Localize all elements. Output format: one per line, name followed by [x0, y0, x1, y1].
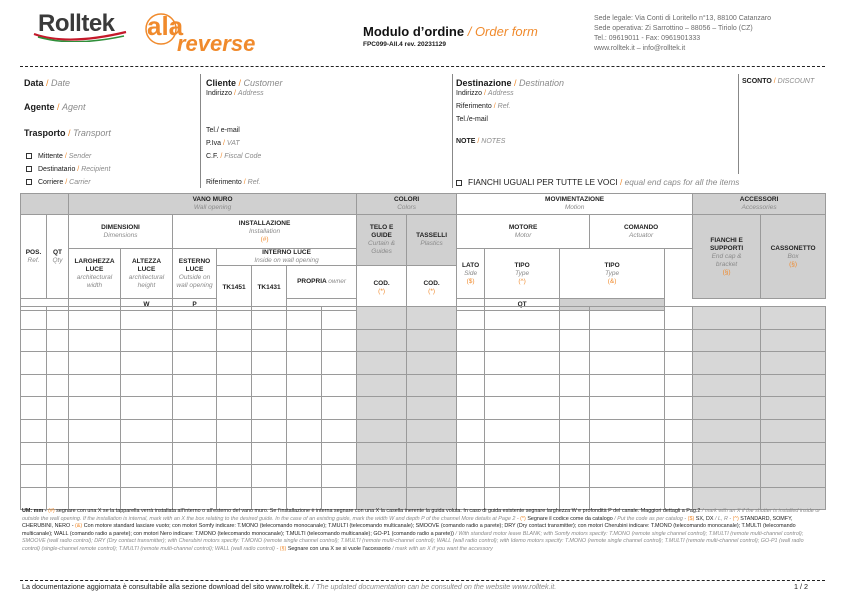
table-cell[interactable] — [69, 465, 121, 488]
table-cell[interactable] — [665, 397, 693, 420]
order-rows — [20, 306, 826, 510]
table-cell[interactable] — [665, 487, 693, 510]
table-cell[interactable] — [121, 374, 173, 397]
table-cell[interactable] — [560, 465, 590, 488]
th-owner: PROPRIA owner — [287, 266, 357, 299]
table-cell[interactable] — [761, 419, 826, 442]
table-cell[interactable] — [407, 352, 457, 375]
table-cell[interactable] — [665, 465, 693, 488]
table-cell[interactable] — [693, 374, 761, 397]
table-cell[interactable] — [590, 465, 665, 488]
table-cell[interactable] — [560, 397, 590, 420]
table-cell[interactable] — [407, 442, 457, 465]
table-cell[interactable] — [252, 419, 287, 442]
table-cell[interactable] — [407, 397, 457, 420]
table-cell[interactable] — [217, 397, 252, 420]
title-en: Order form — [474, 24, 538, 39]
th-outside: ESTERNO LUCE Outside on wall opening — [173, 249, 217, 299]
field-customer-address[interactable]: Indirizzo / Address — [206, 90, 264, 97]
th-code-plastics: COD. (*) — [407, 266, 457, 311]
field-vat[interactable]: P.Iva / VAT — [206, 140, 240, 147]
table-cell[interactable] — [173, 374, 217, 397]
table-cell[interactable] — [21, 307, 47, 330]
table-cell[interactable] — [761, 487, 826, 510]
table-cell[interactable] — [590, 397, 665, 420]
table-cell[interactable] — [47, 397, 69, 420]
table-cell[interactable] — [590, 442, 665, 465]
table-cell[interactable] — [121, 419, 173, 442]
brand-name: Rolltek — [38, 10, 115, 37]
company-line-1: Sede legale: Via Conti di Loritello n°13, 88100 Catanzaro — [594, 15, 772, 22]
table-cell[interactable] — [252, 465, 287, 488]
company-line-2: Sede operativa: Zi Sarrottino – 88056 – Tiriolo (CZ) — [594, 25, 753, 32]
table-row — [21, 465, 826, 488]
table-cell[interactable] — [590, 329, 665, 352]
table-cell[interactable] — [47, 352, 69, 375]
table-cell[interactable] — [761, 329, 826, 352]
table-cell[interactable] — [121, 397, 173, 420]
table-cell[interactable] — [457, 352, 485, 375]
table-cell[interactable] — [665, 352, 693, 375]
table-cell[interactable] — [69, 374, 121, 397]
rolltek-logo — [28, 12, 144, 42]
table-cell[interactable] — [217, 487, 252, 510]
table-cell[interactable] — [665, 307, 693, 330]
table-cell[interactable] — [665, 329, 693, 352]
field-fiscal-code[interactable]: C.F. / Fiscal Code — [206, 153, 262, 160]
footer-divider — [20, 580, 825, 581]
th-inside: INTERNO LUCE Inside on wall opening — [217, 249, 357, 266]
notes-text: UM: mm - (#) segnare con una X se la tapparella verrà installata all’interno o all’esterno del vano muro. Se l’installazione è interna segnare con una X la casella inerente la guida voluta. In caso di guida esistente segnare larghezza W e profondità P del canale. Maggiori dettagli a Pag.2 / mark with an X if the shutter is installed inside or outside the wall opening. If the installation is internal, mark with an X the box relating to the desired guide. In the case of an existing guide, mark the width W and depth P of the channel More details at Page 2 - (*) Segnare il codice come da catalogo / Put the code as per catalog - ($) SX, DX / L, R - (^) STANDARD, SOMFY, CHERUBINI, NERO - (&) Con motore standard lasciare vuoto; con motori Somfy indicare: T.MONO (telecomando monocanale); T.MULTI (telecomando multicanale); SMOOVE (comando radio a parete); DRY (Dry contact transmitter); con motori Cherubini indicare: T.MONO (telecomando monocanale); T.MULTI (telecomando multicanale); WALL (comando radio a parete); con motori Nero indicare: T.MONO (telecomando monocanale); T.MULTI (telecomando multicanale); GO-P1 (comando radio a parete)) / With standard motor leave BLANK; with Somfy motors specify: T.MONO (remote single channel control); T.MULTI (remote multi-channel control); SMOOVE (wall radio control); DRY (Dry contact transmitter); with Cherubini motors specify: T.MONO (remote single channel control); T.MULTI (remote multi-channel control); WALL (wall radio control); with Idemo motors specify: T.MONO (remote single channel control); T.MULTI (remote multi-channel control); GO-P1 (wall radio control) (single-channel remote control); T.MULTI (remote multi-channel control); WALL (wall radio control) - (§) Segnare con una X se si vuole l’accessorio / mark with an X if you want the accessory — [22, 508, 821, 552]
form-divider-3 — [738, 74, 739, 174]
table-cell[interactable] — [560, 442, 590, 465]
table-cell[interactable] — [560, 352, 590, 375]
table-cell[interactable] — [322, 374, 357, 397]
checkbox-equal-endcaps[interactable]: FIANCHI UGUALI PER TUTTE LE VOCI / equal end caps for all the items — [456, 177, 739, 187]
table-cell[interactable] — [357, 442, 407, 465]
table-cell[interactable] — [357, 465, 407, 488]
table-cell[interactable] — [173, 487, 217, 510]
table-cell[interactable] — [287, 374, 322, 397]
table-cell[interactable] — [357, 419, 407, 442]
checkbox-sender[interactable]: Mittente / Sender — [26, 153, 91, 160]
table-cell[interactable] — [485, 374, 560, 397]
table-cell[interactable] — [69, 397, 121, 420]
field-destination[interactable]: Destinazione / Destination — [456, 78, 565, 88]
table-row — [21, 352, 826, 375]
header-divider — [20, 66, 825, 67]
field-dest-reference[interactable]: Riferimento / Ref. — [456, 103, 511, 110]
table-cell[interactable] — [69, 352, 121, 375]
table-cell[interactable] — [485, 307, 560, 330]
th-curtain-guides: TELO E GUIDE Curtain & Guides — [357, 215, 407, 266]
table-cell[interactable] — [761, 352, 826, 375]
table-cell[interactable] — [121, 307, 173, 330]
table-cell[interactable] — [665, 419, 693, 442]
th-wall-opening: VANO MURO Wall opening — [69, 194, 357, 215]
table-cell[interactable] — [252, 329, 287, 352]
table-row — [21, 487, 826, 510]
table-cell[interactable] — [173, 329, 217, 352]
logo-ala-text: ala — [147, 11, 184, 41]
table-row — [21, 329, 826, 352]
title-it: Modulo d’ordine — [363, 24, 465, 39]
table-cell[interactable] — [322, 307, 357, 330]
table-cell[interactable] — [287, 352, 322, 375]
table-cell[interactable] — [457, 307, 485, 330]
ala-reverse-logo — [143, 11, 261, 55]
table-cell[interactable] — [217, 419, 252, 442]
th-qt-actuator: QT — [485, 299, 560, 311]
th-width: LARGHEZZA LUCE architectural width — [69, 249, 121, 299]
checkbox-recipient[interactable]: Destinatario / Recipient — [26, 166, 110, 173]
th-motor-type: TIPO Type (^) — [485, 249, 560, 299]
table-cell[interactable] — [47, 487, 69, 510]
table-cell[interactable] — [485, 419, 560, 442]
table-cell[interactable] — [121, 352, 173, 375]
table-cell[interactable] — [357, 352, 407, 375]
table-cell[interactable] — [47, 329, 69, 352]
table-row — [21, 307, 826, 330]
company-line-3: Tel.: 09619011 - Fax: 0961901333 — [594, 35, 701, 42]
table-cell[interactable] — [217, 442, 252, 465]
table-cell[interactable] — [21, 465, 47, 488]
table-cell[interactable] — [252, 397, 287, 420]
table-cell[interactable] — [121, 465, 173, 488]
table-cell[interactable] — [485, 397, 560, 420]
table-cell[interactable] — [357, 487, 407, 510]
th-blank — [21, 194, 69, 215]
field-dest-tel[interactable]: Tel./e-mail — [456, 116, 488, 123]
table-cell[interactable] — [590, 487, 665, 510]
table-cell[interactable] — [69, 307, 121, 330]
table-cell[interactable] — [761, 307, 826, 330]
table-cell[interactable] — [590, 419, 665, 442]
table-cell[interactable] — [287, 487, 322, 510]
table-cell[interactable] — [287, 465, 322, 488]
table-cell[interactable] — [173, 352, 217, 375]
table-cell[interactable] — [287, 419, 322, 442]
table-cell[interactable] — [457, 465, 485, 488]
table-cell[interactable] — [485, 465, 560, 488]
th-actuator-type: TIPO Type (&) — [560, 249, 665, 299]
table-cell[interactable] — [69, 419, 121, 442]
th-plastics: TASSELLI Plastics — [407, 215, 457, 266]
form-divider-2 — [452, 74, 453, 188]
page-number: 1 / 2 — [794, 582, 808, 591]
table-cell[interactable] — [217, 465, 252, 488]
table-cell[interactable] — [287, 307, 322, 330]
table-cell[interactable] — [407, 374, 457, 397]
table-cell[interactable] — [357, 397, 407, 420]
table-cell[interactable] — [560, 487, 590, 510]
table-cell[interactable] — [485, 329, 560, 352]
table-cell[interactable] — [173, 442, 217, 465]
table-cell[interactable] — [485, 352, 560, 375]
table-cell[interactable] — [761, 397, 826, 420]
field-customer[interactable]: Cliente / Customer — [206, 78, 283, 88]
table-cell[interactable] — [47, 307, 69, 330]
checkbox-carrier[interactable]: Corriere / Carrier — [26, 179, 91, 186]
field-notes[interactable]: NOTE / NOTES — [456, 138, 506, 145]
table-cell[interactable] — [287, 329, 322, 352]
th-w: W — [121, 299, 173, 311]
table-cell[interactable] — [21, 487, 47, 510]
table-cell[interactable] — [173, 397, 217, 420]
table-cell[interactable] — [693, 329, 761, 352]
th-dimensions: DIMENSIONI Dimensions — [69, 215, 173, 249]
table-cell[interactable] — [21, 419, 47, 442]
order-table — [20, 193, 826, 311]
th-pos: POS. Ref. — [21, 215, 47, 299]
table-cell[interactable] — [761, 465, 826, 488]
company-info — [594, 14, 771, 54]
table-cell[interactable] — [665, 374, 693, 397]
table-cell[interactable] — [217, 307, 252, 330]
table-cell[interactable] — [322, 419, 357, 442]
table-cell[interactable] — [693, 442, 761, 465]
table-cell[interactable] — [457, 329, 485, 352]
th-p: P — [173, 299, 217, 311]
table-cell[interactable] — [457, 487, 485, 510]
table-cell[interactable] — [761, 442, 826, 465]
table-cell[interactable] — [322, 352, 357, 375]
table-cell[interactable] — [121, 487, 173, 510]
table-cell[interactable] — [287, 442, 322, 465]
table-cell[interactable] — [47, 465, 69, 488]
table-cell[interactable] — [322, 465, 357, 488]
table-cell[interactable] — [485, 487, 560, 510]
table-cell[interactable] — [665, 442, 693, 465]
table-cell[interactable] — [407, 329, 457, 352]
table-cell[interactable] — [69, 329, 121, 352]
table-cell[interactable] — [47, 419, 69, 442]
table-cell[interactable] — [761, 374, 826, 397]
field-customer-tel[interactable]: Tel./ e-mail — [206, 127, 240, 134]
th-endcaps: FIANCHI E SUPPORTI End cap & bracket (§) — [693, 215, 761, 299]
th-installation: INSTALLAZIONE Installation (#) — [173, 215, 357, 249]
table-cell[interactable] — [560, 329, 590, 352]
table-cell[interactable] — [407, 487, 457, 510]
table-cell[interactable] — [322, 442, 357, 465]
table-cell[interactable] — [693, 419, 761, 442]
th-motion: MOVIMENTAZIONE Motion — [457, 194, 693, 215]
table-cell[interactable] — [252, 442, 287, 465]
table-cell[interactable] — [693, 307, 761, 330]
table-cell[interactable] — [322, 487, 357, 510]
th-actuator: COMANDO Actuator — [590, 215, 693, 249]
field-dest-address[interactable]: Indirizzo / Address — [456, 90, 514, 97]
th-box: CASSONETTO Box (§) — [761, 215, 826, 299]
th-code-curtain: COD. (*) — [357, 266, 407, 311]
table-cell[interactable] — [173, 307, 217, 330]
form-divider-1 — [200, 74, 201, 188]
page-title — [363, 24, 538, 39]
th-qt: QT Qty — [47, 215, 69, 299]
table-cell[interactable] — [693, 487, 761, 510]
table-cell[interactable] — [457, 442, 485, 465]
table-cell[interactable] — [21, 374, 47, 397]
table-cell[interactable] — [252, 374, 287, 397]
table-cell[interactable] — [173, 419, 217, 442]
title-separator: / — [464, 24, 475, 39]
field-agent[interactable]: Agente / Agent — [24, 102, 86, 112]
table-cell[interactable] — [485, 442, 560, 465]
table-cell[interactable] — [322, 329, 357, 352]
table-cell[interactable] — [47, 442, 69, 465]
table-row — [21, 442, 826, 465]
th-tk1431: TK1431 — [252, 266, 287, 311]
field-discount[interactable]: SCONTO / DISCOUNT — [742, 78, 815, 85]
table-cell[interactable] — [457, 374, 485, 397]
field-transport: Trasporto / Transport — [24, 128, 111, 138]
table-cell[interactable] — [590, 374, 665, 397]
field-date[interactable]: Data / Date — [24, 78, 71, 88]
table-cell[interactable] — [217, 329, 252, 352]
table-cell[interactable] — [357, 374, 407, 397]
table-row — [21, 419, 826, 442]
table-cell[interactable] — [121, 442, 173, 465]
table-cell[interactable] — [407, 419, 457, 442]
th-colors: COLORI Colors — [357, 194, 457, 215]
table-cell[interactable] — [217, 352, 252, 375]
table-cell[interactable] — [357, 329, 407, 352]
th-tk1451: TK1451 — [217, 266, 252, 311]
doc-code: FPC099-All.4 rev. 20231129 — [363, 41, 446, 48]
table-cell[interactable] — [21, 442, 47, 465]
table-cell[interactable] — [69, 442, 121, 465]
table-cell[interactable] — [560, 374, 590, 397]
table-cell[interactable] — [217, 374, 252, 397]
table-cell[interactable] — [560, 419, 590, 442]
table-cell[interactable] — [407, 465, 457, 488]
table-row — [21, 374, 826, 397]
th-accessories: ACCESSORI Accessories — [693, 194, 826, 215]
table-cell[interactable] — [693, 465, 761, 488]
table-cell[interactable] — [287, 397, 322, 420]
table-cell[interactable] — [693, 352, 761, 375]
table-cell[interactable] — [21, 329, 47, 352]
th-side: LATO Side ($) — [457, 249, 485, 299]
table-cell[interactable] — [47, 374, 69, 397]
th-motor: MOTORE Motor — [457, 215, 590, 249]
table-cell[interactable] — [590, 307, 665, 330]
table-cell[interactable] — [322, 397, 357, 420]
table-cell[interactable] — [21, 397, 47, 420]
table-cell[interactable] — [252, 307, 287, 330]
table-cell[interactable] — [457, 419, 485, 442]
table-cell[interactable] — [590, 352, 665, 375]
table-cell[interactable] — [252, 352, 287, 375]
field-reference[interactable]: Riferimento / Ref. — [206, 179, 261, 186]
table-cell[interactable] — [693, 397, 761, 420]
logo-reverse-text: reverse — [177, 31, 256, 56]
company-line-4: www.rolltek.it – info@rolltek.it — [594, 45, 686, 52]
table-cell[interactable] — [407, 307, 457, 330]
table-cell[interactable] — [173, 465, 217, 488]
table-cell[interactable] — [457, 397, 485, 420]
table-cell[interactable] — [357, 307, 407, 330]
table-cell[interactable] — [252, 487, 287, 510]
table-row — [21, 397, 826, 420]
table-cell[interactable] — [21, 352, 47, 375]
th-height: ALTEZZA LUCE architectural height — [121, 249, 173, 299]
footer-text: La documentazione aggiornata è consultabile alla sezione download del sito www.rolltek.it. / The updated documentation can be consulted on the website www.rolltek.it. — [22, 582, 557, 591]
table-cell[interactable] — [121, 329, 173, 352]
table-cell[interactable] — [69, 487, 121, 510]
table-cell[interactable] — [560, 307, 590, 330]
